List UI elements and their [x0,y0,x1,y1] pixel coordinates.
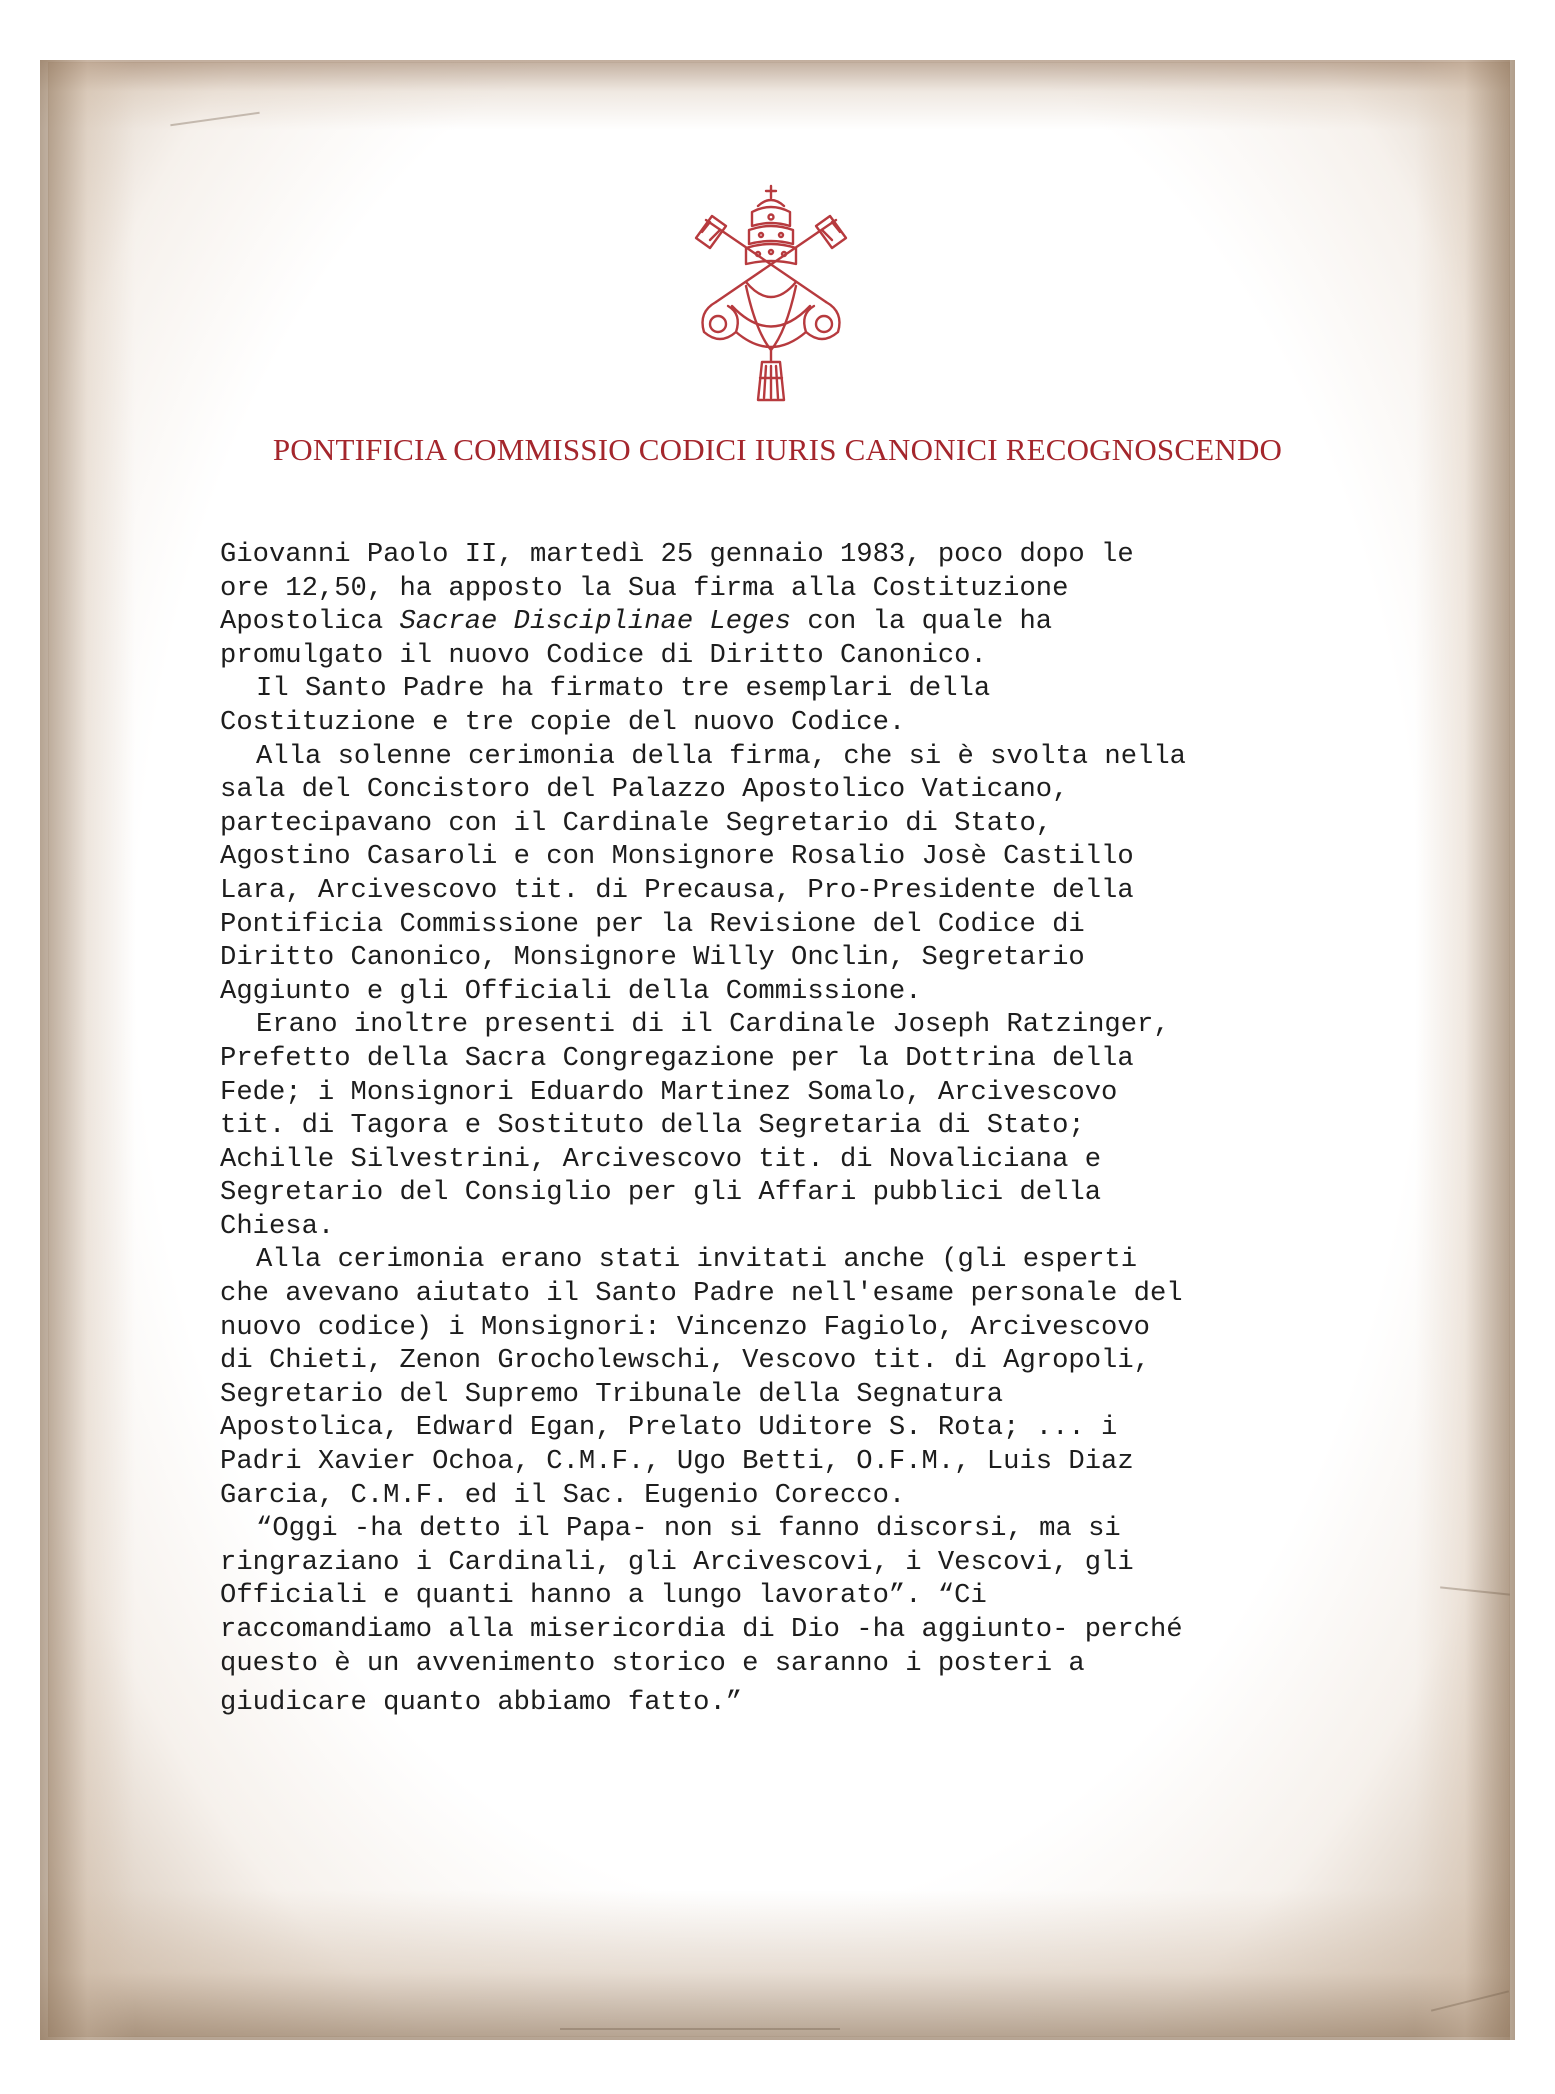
document-body [220,538,1360,1720]
commission-title: PONTIFICIA COMMISSIO CODICI IURIS CANONICI RECOGNOSCENDO [272,432,1283,467]
paragraph-signing: Il Santo Padre ha firmato tre esemplari della Costituzione e tre copie del nuovo Codice. [220,673,991,738]
intro-line-1: Giovanni Paolo II, martedì 25 gennaio 1983, poco dopo le [220,539,1134,570]
paragraph-intro [220,538,1360,672]
paragraph-invited: Alla cerimonia erano stati invitati anche (gli esperti che avevano aiutato il Santo Padre nell'esame personale del nuovo codice) i Monsignori: Vincenzo Fagiolo, Arcivescovo di Chieti, Zenon Grocholewschi, Vescovo tit. di Agropoli, Segretario del Supremo Tribunale della Segnatura Apostolica, Edward Egan, Prelato Uditore S. Rota; ... i Padri Xavier Ochoa, C.M.F., Ugo Betti, O.F.M., Luis Diaz Garcia, C.M.F. ed il Sac. Eugenio Corecco. [220,1244,1183,1511]
parchment-right-edge [1415,60,1515,2040]
paragraph-ceremony: Alla solenne cerimonia della firma, che si è svolta nella sala del Concistoro del Palazzo Apostolico Vaticano, partecipavano con il Cardinale Segretario di Stato, Agostino Casaroli e con Monsignore Rosalio Josè Castillo Lara, Arcivescovo tit. di Precausa, Pro-Presidente della Pontificia Commissione per la Revisione del Codice di Diritto Canonico, Monsignore Willy Onclin, Segretario Aggiunto e gli Officiali della Commissione. [220,740,1186,1007]
parchment-top-edge [40,60,1510,130]
intro-line-3-after: con la quale ha [791,606,1053,638]
intro-line-2: ore 12,50, ha apposto la Sua firma alla Costituzione [220,572,1069,604]
intro-line-4: promulgato il nuovo Codice di Diritto Canonico. [220,639,987,671]
parchment-left-edge [40,60,135,2040]
parchment-bottom-edge [40,1890,1510,2040]
papal-coat-of-arms-icon [676,182,866,404]
paragraph-quote: “Oggi -ha detto il Papa- non si fanno discorsi, ma si ringraziano i Cardinali, gli Arcivescovi, i Vescovi, gli Officiali e quanti hanno a lungo lavorato”. “Ci raccomandiamo alla misericordia di Dio -ha aggiunto- perché questo è un avvenimento storico e saranno i posteri a [220,1513,1183,1679]
constitution-title: Sacrae Disciplinae Leges [399,606,792,638]
intro-line-3-before: Apostolica [220,606,400,638]
paragraph-quote-last-line: giudicare quanto abbiamo fatto.” [220,1687,743,1719]
parchment-crease [560,2028,840,2030]
paragraph-attendees: Erano inoltre presenti di il Cardinale Joseph Ratzinger, Prefetto della Sacra Congregazione per la Dottrina della Fede; i Monsignori Eduardo Martinez Somalo, Arcivescovo tit. di Tagora e Sostituto della Segretaria di Stato; Achille Silvestrini, Arcivescovo tit. di Novaliciana e Segretario del Consiglio per gli Affari pubblici della Chiesa. [220,1009,1170,1242]
